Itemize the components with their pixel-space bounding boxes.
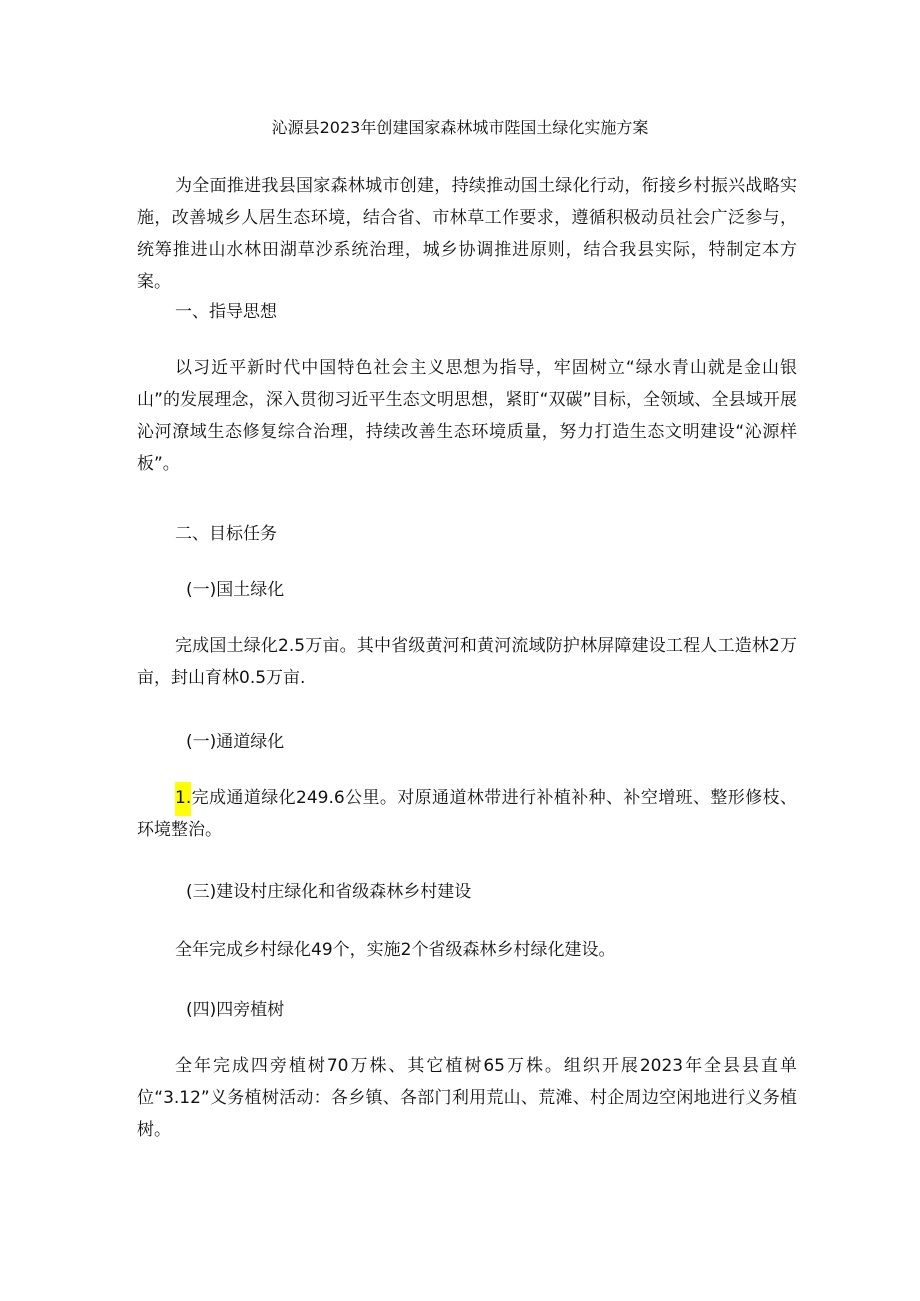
land-greening-paragraph: 完成国土绿化2.5万亩。其中省级黄河和黄河流域防护林屏障建设工程人工造林2万亩，封山育林0.5万亩. [137,636,797,688]
section-heading-guiding-ideology: 一、指导思想 [175,302,277,322]
subsection-heading-tree-planting: (四)四旁植树 [186,1000,285,1020]
subsection-heading-road-greening: (一)通道绿化 [186,732,285,752]
subsection-heading-land-greening: (一)国土绿化 [186,580,285,600]
tree-planting-paragraph: 全年完成四旁植树70万株、其它植树65万株。组织开展2023年全县县直单位“3.12”义务植树活动：各乡镇、各部门利用荒山、荒滩、村企周边空闲地进行义务植树。 [137,1056,797,1140]
subsection-heading-village-greening: (三)建设村庄绿化和省级森林乡村建设 [186,882,472,902]
intro-paragraph: 为全面推进我县国家森林城市创建，持续推动国土绿化行动，衔接乡村振兴战略实施，改善城乡人居生态环境，结合省、市林草工作要求，遵循积极动员社会广泛参与，统筹推进山水林田湖草沙系统治理，城乡协调推进原则，结合我县实际，特制定本方案。 [137,176,797,292]
village-greening-paragraph: 全年完成乡村绿化49个，实施2个省级森林乡村绿化建设。 [175,940,616,960]
guiding-ideology-paragraph: 以习近平新时代中国特色社会主义思想为指导，牢固树立“绿水青山就是金山银山”的发展理念，深入贯彻习近平生态文明思想，紧盯“双碳”目标，全领域、全县域开展沁河潦域生态修复综合治理，持续改善生态环境质量，努力打造生态文明建设“沁源样板”。 [137,358,797,474]
highlighted-list-marker: 1. [175,782,191,816]
road-greening-text: 完成通道绿化249.6公里。对原通道林带进行补植补种、补空增班、整形修枝、环境整治。 [137,788,797,840]
document-title: 沁源县2023年创建国家森林城市陛国土绿化实施方案 [271,118,649,137]
section-heading-targets: 二、目标任务 [175,524,277,544]
road-greening-paragraph [137,782,797,846]
